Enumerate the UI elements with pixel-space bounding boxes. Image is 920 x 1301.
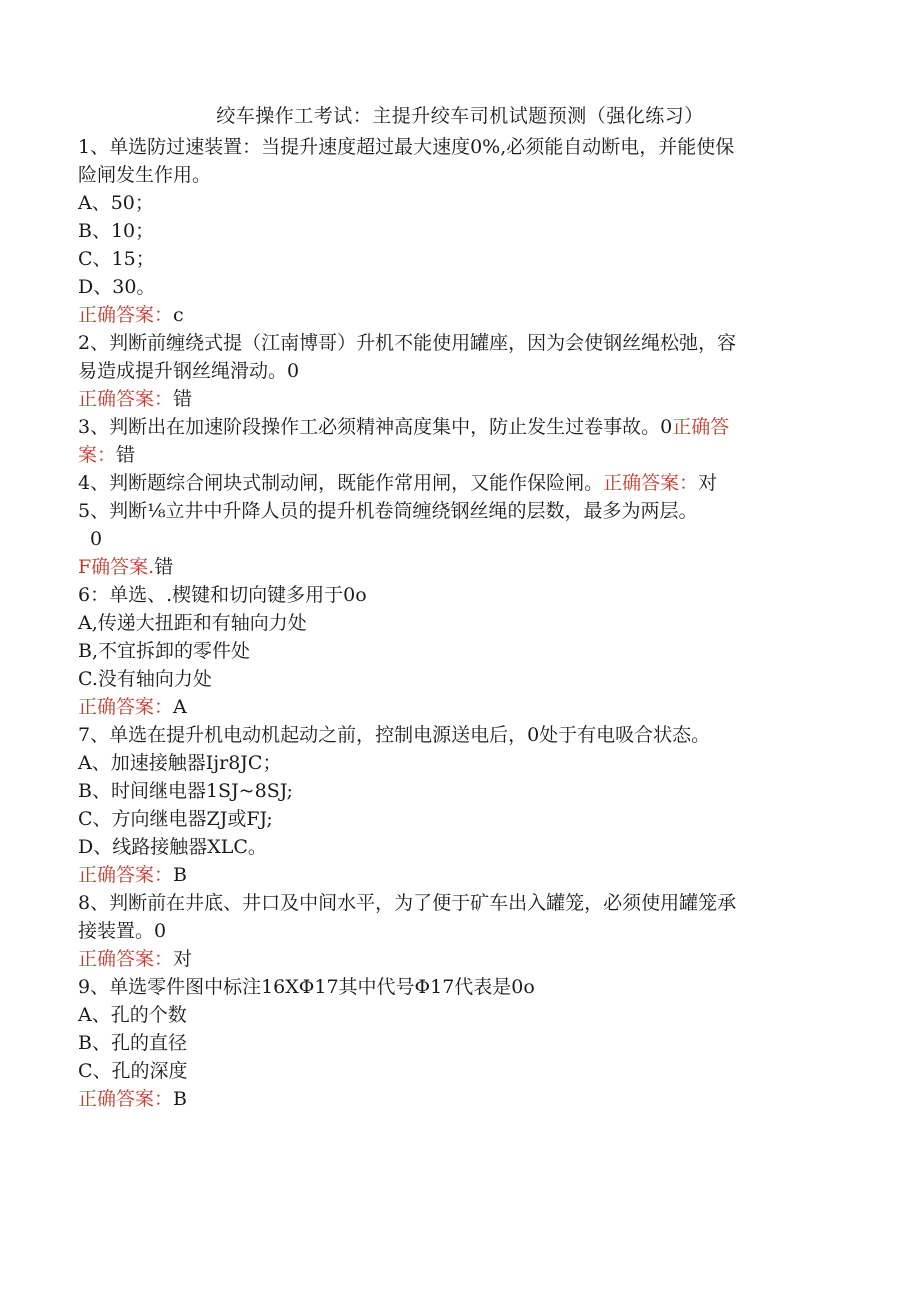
question-6-answer: A <box>173 696 187 718</box>
question-9-answer-row <box>78 1085 848 1113</box>
question-3-answer-row <box>78 441 848 469</box>
question-6-text: 6：单选、.楔键和切向键多用于0o <box>78 584 367 606</box>
answer-label: 正确答案： <box>78 388 174 410</box>
question-9-option-b: B、孔的直径 <box>78 1032 187 1054</box>
answer-label: 正确答案： <box>78 948 174 970</box>
answer-label: 正确答案： <box>78 304 174 326</box>
question-5-text: 5、判断⅛立井中升降人员的提升机卷筒缠绕钢丝绳的层数，最多为两层。 <box>78 500 698 522</box>
question-1-answer: c <box>173 304 184 326</box>
question-7-option-a: A、加速接触器Ijr8JC； <box>78 752 282 774</box>
question-8-text-line-1: 8、判断前在井底、井口及中间水平，为了便于矿车出入罐笼，必须使用罐笼承 <box>78 892 737 914</box>
question-4-text: 4、判断题综合闸块式制动闸，既能作常用闸，又能作保险闸。 <box>78 472 604 494</box>
question-5-answer-row <box>78 553 848 581</box>
answer-label: 正确答案： <box>603 472 699 494</box>
question-1-option-d: D、30。 <box>78 276 156 298</box>
question-3-text-row <box>78 413 848 441</box>
question-7-option-c: C、方向继电器ZJ或FJ; <box>78 808 273 830</box>
answer-label-variant: F确答案. <box>78 556 155 578</box>
answer-label: 正确答案： <box>78 864 174 886</box>
question-8-answer-row <box>78 945 848 973</box>
question-3-text: 3、判断出在加速阶段操作工必须精神高度集中，防止发生过卷事故。0 <box>78 416 673 438</box>
question-9-option-a: A、孔的个数 <box>78 1004 187 1026</box>
question-6-option-b: B,不宜拆卸的零件处 <box>78 640 251 662</box>
question-7-answer: B <box>173 864 187 886</box>
question-list <box>78 133 848 1113</box>
answer-label-part-2: 案： <box>78 444 117 466</box>
question-8-text-line-2: 接装置。0 <box>78 920 167 942</box>
answer-label: 正确答案： <box>78 1088 174 1110</box>
question-1-answer-row <box>78 301 848 329</box>
question-2-answer: 错 <box>173 388 193 410</box>
answer-label: 正确答案： <box>78 696 174 718</box>
question-7-text: 7、单选在提升机电动机起动之前，控制电源送电后，0处于有电吸合状态。 <box>78 724 711 746</box>
question-1-option-b: B、10； <box>78 220 155 242</box>
question-3-answer: 错 <box>116 444 136 466</box>
question-2-text-line-2: 易造成提升钢丝绳滑动。0 <box>78 360 300 382</box>
question-2-text-line-1: 2、判断前缠绕式提（江南博哥）升机不能使用罐座，因为会使钢丝绳松弛，容 <box>78 332 737 354</box>
answer-label-part-1: 正确答 <box>672 416 730 438</box>
question-1-option-c: C、15； <box>78 248 155 270</box>
question-4-row <box>78 469 848 497</box>
question-5-text-line-2: 0 <box>90 528 103 550</box>
question-7-answer-row <box>78 861 848 889</box>
question-7-option-d: D、线路接触器XLC。 <box>78 836 267 858</box>
question-7-option-b: B、时间继电器1SJ~8SJ; <box>78 780 293 802</box>
question-2-answer-row <box>78 385 848 413</box>
question-1-option-a: A、50； <box>78 192 154 214</box>
question-6-answer-row <box>78 693 848 721</box>
question-1-text-line-2: 险闸发生作用。 <box>78 164 212 186</box>
question-9-option-c: C、孔的深度 <box>78 1060 188 1082</box>
question-1-text-line-1: 1、单选防过速装置：当提升速度超过最大速度0%,必须能自动断电，并能使保 <box>78 136 735 158</box>
question-6-option-a: A,传递大扭距和有轴向力处 <box>78 612 307 634</box>
question-4-answer: 对 <box>698 472 718 494</box>
question-6-option-c: C.没有轴向力处 <box>78 668 212 690</box>
question-5-answer: 错 <box>154 556 174 578</box>
question-9-answer: B <box>173 1088 187 1110</box>
page-title: 绞车操作工考试：主提升绞车司机试题预测（强化练习） <box>216 105 704 127</box>
question-8-answer: 对 <box>173 948 193 970</box>
question-9-text: 9、单选零件图中标注16XΦ17其中代号Φ17代表是0o <box>78 976 535 998</box>
